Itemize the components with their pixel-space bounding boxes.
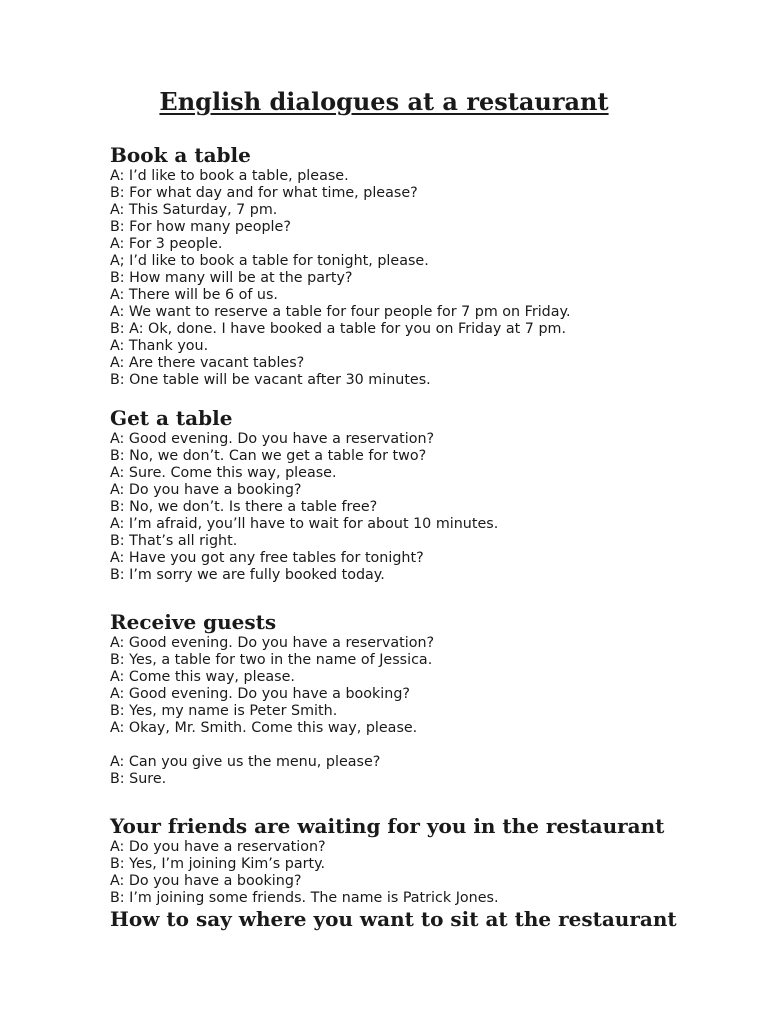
- dialogue-line: B: I’m joining some friends. The name is Patrick Jones.: [110, 890, 499, 906]
- paragraph-gap: [110, 737, 750, 754]
- section-heading: Receive guests: [110, 610, 277, 634]
- section-receive-guests: [110, 610, 750, 788]
- section-heading: Book a table: [110, 143, 251, 167]
- dialogue-line: A: Come this way, please.: [110, 669, 295, 685]
- dialogue-line: B: No, we don’t. Can we get a table for two?: [110, 448, 427, 464]
- dialogue-line: A: Sure. Come this way, please.: [110, 465, 337, 481]
- dialogue-line: A: Do you have a booking?: [110, 482, 302, 498]
- dialogue-line: B: A: Ok, done. I have booked a table for you on Friday at 7 pm.: [110, 321, 566, 337]
- section-where-to-sit: [110, 907, 750, 932]
- dialogue-line: B: That’s all right.: [110, 533, 238, 549]
- dialogue-line: A: I’d like to book a table, please.: [110, 168, 349, 184]
- dialogue-line: A: There will be 6 of us.: [110, 287, 278, 303]
- dialogue-line: A: Good evening. Do you have a booking?: [110, 686, 410, 702]
- dialogue-line: A: We want to reserve a table for four people for 7 pm on Friday.: [110, 304, 571, 320]
- dialogue-line: A: Do you have a reservation?: [110, 839, 326, 855]
- dialogue-line: B: For what day and for what time, please?: [110, 185, 418, 201]
- section-heading: How to say where you want to sit at the restaurant: [110, 907, 677, 931]
- dialogue-line: A: Good evening. Do you have a reservation?: [110, 635, 435, 651]
- dialogue-line: A: Are there vacant tables?: [110, 355, 305, 371]
- section-get-a-table: [110, 406, 750, 584]
- dialogue-line: A: Do you have a booking?: [110, 873, 302, 889]
- dialogue-line: A: Okay, Mr. Smith. Come this way, please.: [110, 720, 418, 736]
- dialogue-line: A: Good evening. Do you have a reservation?: [110, 431, 435, 447]
- dialogue-line: B: Yes, a table for two in the name of Jessica.: [110, 652, 433, 668]
- dialogue-line: A: Can you give us the menu, please?: [110, 754, 381, 770]
- dialogue-line: A: This Saturday, 7 pm.: [110, 202, 278, 218]
- dialogue-line: B: How many will be at the party?: [110, 270, 353, 286]
- dialogue-line: B: Yes, I’m joining Kim’s party.: [110, 856, 326, 872]
- dialogue-line: B: For how many people?: [110, 219, 291, 235]
- section-friends-waiting: [110, 814, 750, 907]
- dialogue-line: B: Sure.: [110, 771, 167, 787]
- section-heading: Your friends are waiting for you in the restaurant: [110, 814, 665, 838]
- dialogue-line: B: Yes, my name is Peter Smith.: [110, 703, 338, 719]
- dialogue-line: B: I’m sorry we are fully booked today.: [110, 567, 385, 583]
- section-heading: Get a table: [110, 406, 233, 430]
- dialogue-line: A: I’m afraid, you’ll have to wait for about 10 minutes.: [110, 516, 499, 532]
- dialogue-line: B: No, we don’t. Is there a table free?: [110, 499, 378, 515]
- document-title: English dialogues at a restaurant: [159, 87, 609, 116]
- dialogue-line: A; I’d like to book a table for tonight, please.: [110, 253, 429, 269]
- dialogue-line: A: Have you got any free tables for tonight?: [110, 550, 424, 566]
- section-book-a-table: [110, 143, 750, 389]
- dialogue-line: B: One table will be vacant after 30 minutes.: [110, 372, 431, 388]
- dialogue-line: A: Thank you.: [110, 338, 209, 354]
- dialogue-line: A: For 3 people.: [110, 236, 223, 252]
